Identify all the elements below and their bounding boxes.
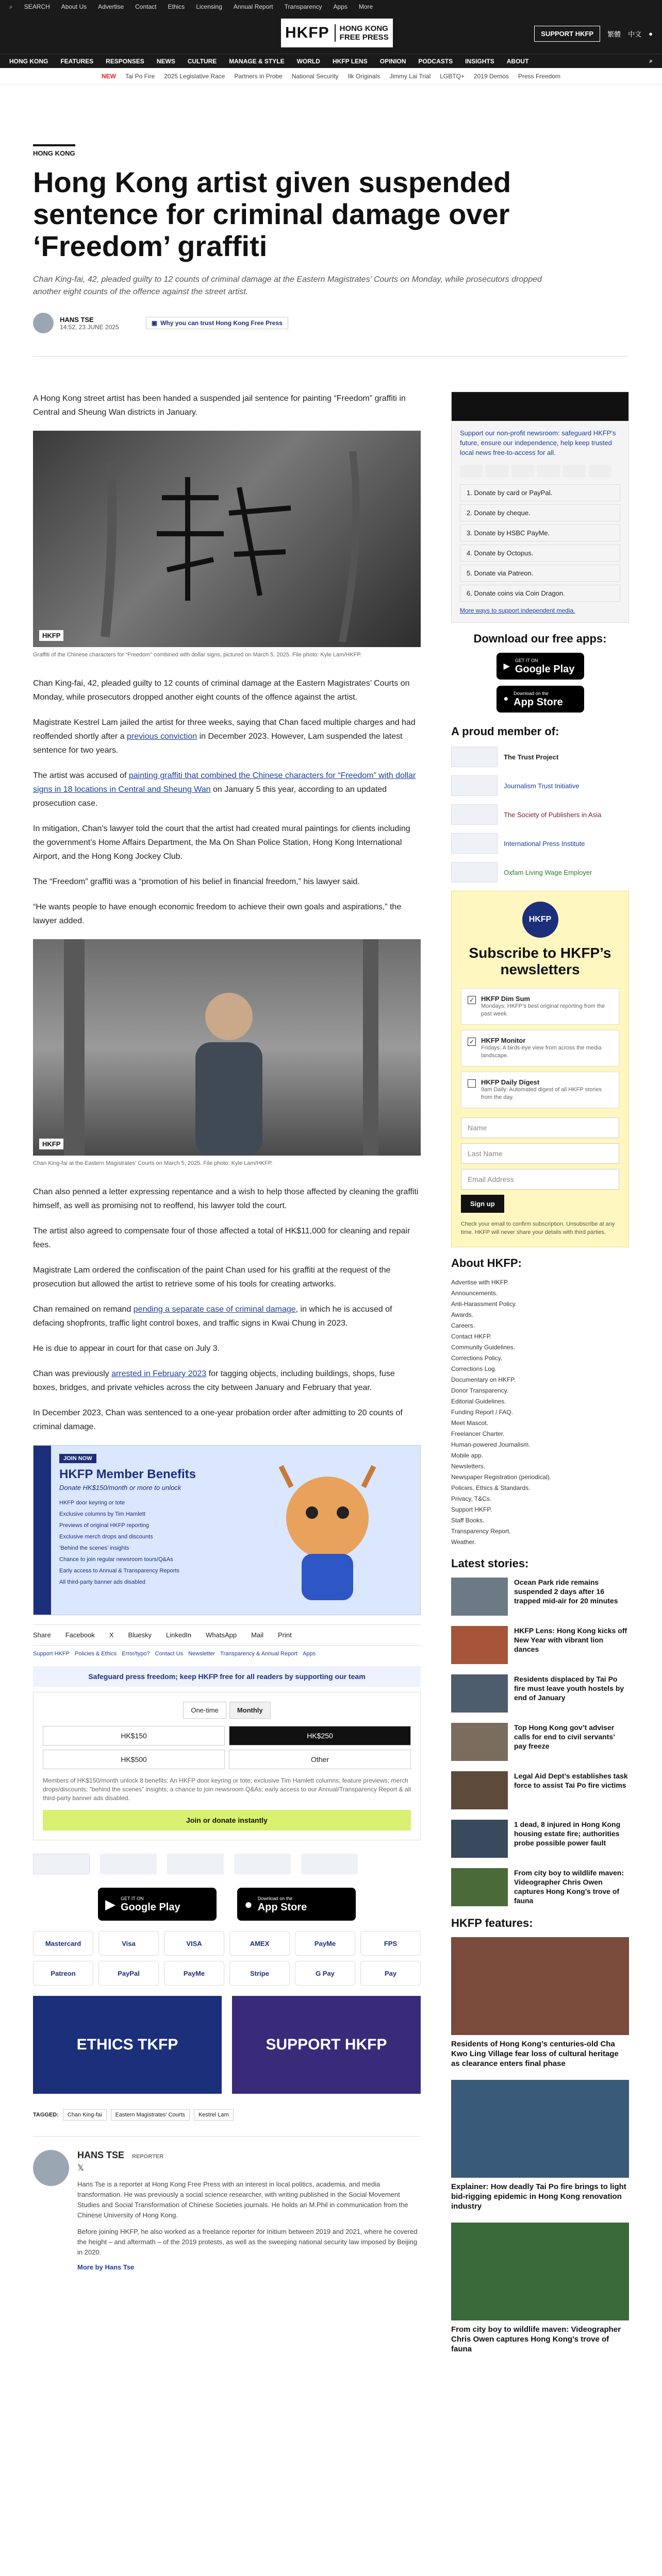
author-role: REPORTER: [132, 2154, 164, 2160]
search-icon[interactable]: ⌕: [9, 3, 13, 10]
member-logo[interactable]: The Society of Publishers in Asia: [451, 804, 629, 825]
utility-link-about[interactable]: About Us: [61, 3, 87, 10]
about-link[interactable]: Documentary on HKFP.: [451, 1376, 516, 1383]
about-link[interactable]: Freelancer Charter.: [451, 1430, 505, 1437]
nav-item-insights[interactable]: INSIGHTS: [465, 57, 494, 65]
masthead: [0, 13, 662, 54]
checkbox-checked[interactable]: ✓: [468, 1038, 476, 1046]
trust-link[interactable]: [146, 317, 288, 329]
more-ways-link[interactable]: More ways to support independent media.: [460, 607, 575, 614]
donate-intro[interactable]: Support our non-profit newsroom: safeguard HKFP’s future, ensure our independence, help keep trusted local news free-to-access for all.: [460, 429, 616, 456]
paragraph: In mitigation, Chan’s lawyer told the court that the artist had created mural paintings for clients including the government’s Home Affairs Department, the Ma On Shan Police Station, Hong Kong International Airport, and the Hong Kong Jockey Club.: [33, 824, 410, 861]
newsletter-fineprint: Check your email to confirm subscription. Unsubscribe at any time. HKFP will never share your details with third parties.: [461, 1221, 615, 1235]
email-input[interactable]: Email Address: [461, 1169, 619, 1190]
sidebar: [451, 392, 629, 2365]
share-bluesky-link[interactable]: Bluesky: [128, 1631, 152, 1639]
trending-item[interactable]: Ilk Originals: [347, 72, 380, 80]
inline-link[interactable]: arrested in February 2023: [111, 1369, 207, 1378]
author-name[interactable]: HANS TSE: [60, 315, 94, 324]
footer-link[interactable]: Apps: [303, 1651, 316, 1657]
oxfam-logo: [301, 1854, 358, 1874]
author-bio: Hans Tse is a reporter at Hong Kong Free Press with an interest in local politics, academia, and media transformation. He was previously a social science researcher, with writing published in the Social Movement Studies and Social Transformation of Chinese Societies journals. He holds an M.Phil in communication from the Chinese University of Hong Kong.: [77, 2180, 408, 2219]
card-icon: [589, 465, 611, 477]
newsletter-option[interactable]: ✓ HKFP Dim Sum Mondays: HKFP’s best original reporting from the past week.: [461, 988, 619, 1025]
utility-link-annual-report[interactable]: Annual Report: [233, 3, 273, 10]
newsletter-box: [451, 891, 629, 1247]
share-linkedin-link[interactable]: LinkedIn: [166, 1631, 192, 1639]
tag-list: [33, 2109, 421, 2121]
share-print-link[interactable]: Print: [277, 1631, 292, 1639]
play-icon: ▶: [105, 1896, 115, 1912]
court-photo: [33, 939, 421, 1156]
user-icon[interactable]: ●: [649, 30, 653, 38]
article-header: [33, 144, 629, 357]
about-list: [451, 1277, 629, 1548]
tab-monthly[interactable]: Monthly: [229, 1702, 271, 1719]
latest-heading: Latest stories:: [451, 1557, 529, 1570]
article-body: [33, 392, 421, 2272]
about-link[interactable]: Awards.: [451, 1311, 474, 1318]
about-link[interactable]: Mobile app.: [451, 1452, 484, 1459]
story-thumbnail: [451, 1626, 508, 1664]
photo-caption: Graffiti of the Chinese characters for “Freedom” combined with dollar signs, pictured on March 5, 2025. File photo: Kyle Lam/HKFP.: [33, 652, 362, 658]
donate-option[interactable]: 1. Donate by card or PayPal.: [460, 484, 620, 501]
nav-item-manage-style[interactable]: MANAGE & STYLE: [229, 57, 285, 65]
latest-story[interactable]: Top Hong Kong gov’t adviser calls for end to civil servants’ pay freeze: [451, 1723, 629, 1761]
donate-box-header: [452, 392, 628, 421]
trending-item[interactable]: Press Freedom: [518, 72, 560, 80]
checkbox-checked[interactable]: ✓: [468, 996, 476, 1004]
newsletter-logo: HKFP: [522, 902, 558, 938]
card-icon: [563, 465, 586, 477]
play-icon: ▶: [503, 662, 510, 671]
sopa-logo: [167, 1854, 224, 1874]
paragraph: The “Freedom” graffiti was a “promotion of his belief in financial freedom,” his lawyer said.: [33, 877, 360, 886]
payment-methods: [33, 1931, 421, 1986]
apple-icon: ●: [244, 1896, 253, 1912]
donate-option[interactable]: 2. Donate by cheque.: [460, 504, 620, 521]
tag-item[interactable]: Kestrel Lam: [194, 2109, 234, 2121]
inline-link[interactable]: previous conviction: [127, 732, 197, 741]
about-link[interactable]: Funding Report / FAQ.: [451, 1409, 514, 1416]
feature-image: [451, 2223, 629, 2320]
google-play-button[interactable]: ▶ GET IT ON Google Play: [98, 1888, 217, 1921]
perk-item: Chance to join regular newsroom tours/Q&As: [59, 1556, 173, 1563]
about-heading: About HKFP:: [451, 1257, 522, 1269]
latest-story[interactable]: Legal Aid Dept’s establishes task force to assist Tai Po fire victims: [451, 1771, 629, 1809]
share-facebook-link[interactable]: Facebook: [65, 1631, 95, 1639]
about-link[interactable]: Support HKFP.: [451, 1506, 492, 1513]
article-title: Hong Kong artist given suspended sentence for criminal damage over ‘Freedom’ graffiti: [33, 166, 511, 262]
card-icon: [511, 465, 534, 477]
utility-link-search[interactable]: SEARCH: [24, 3, 50, 10]
utility-bar: [0, 0, 662, 13]
paragraph: The artist was accused of painting graffiti that combined the Chinese characters for “Freedom” with dollar signs in 18 locations in Central and Sheung Wan on January 5 this year, according to an updated prosecution case.: [33, 771, 416, 808]
member-logo[interactable]: The Trust Project: [451, 747, 629, 767]
about-link[interactable]: Weather.: [451, 1538, 476, 1546]
share-label: Share: [33, 1631, 51, 1639]
checkbox[interactable]: [468, 1079, 476, 1088]
nav-item-responses[interactable]: RESPONSES: [106, 57, 144, 65]
features-heading: HKFP features:: [451, 1917, 533, 1929]
paragraph: Magistrate Kestrel Lam jailed the artist for three weeks, saying that Chan faced multiple charges and had reoffended shortly after a previous conviction in December 2023. However, Lam suspended the latest sentence for two years.: [33, 718, 416, 755]
nav-item-world[interactable]: WORLD: [296, 57, 320, 65]
x-icon[interactable]: 𝕏: [77, 2164, 84, 2173]
perk-item: Previews of original HKFP reporting: [59, 1522, 150, 1529]
join-now-badge: JOIN NOW: [59, 1454, 96, 1463]
logo-text-line-2: FREE PRESS: [339, 33, 389, 42]
apple-icon: ●: [503, 694, 509, 703]
tag-item[interactable]: Eastern Magistrates' Courts: [111, 2109, 190, 2121]
tab-one-time[interactable]: One-time: [183, 1702, 226, 1719]
more-by-author-link[interactable]: More by Hans Tse: [77, 2263, 135, 2271]
footer-link[interactable]: Transparency & Annual Report: [220, 1651, 298, 1657]
trust-label: Why you can trust Hong Kong Free Press: [160, 319, 283, 327]
trust-project-logo: [33, 1854, 90, 1874]
support-hkfp-button[interactable]: SUPPORT HKFP: [534, 26, 600, 42]
about-link[interactable]: Contact HKFP.: [451, 1333, 492, 1340]
trending-item[interactable]: Tai Po Fire: [125, 72, 155, 80]
amount-option[interactable]: HK$500: [43, 1750, 225, 1769]
author-box: [33, 2136, 421, 2272]
footer-link[interactable]: Contact Us: [155, 1651, 184, 1657]
article-standfirst: Chan King-fai, 42, pleaded guilty to 12 counts of criminal damage at the Eastern Magistrates’ Courts on Monday, while prosecutors dropped another eight counts of the offence against the street artist.: [33, 275, 542, 296]
main-nav: [0, 54, 662, 68]
logo-mark: HKFP: [285, 24, 336, 42]
perk-item: ‘Behind the scenes’ insights: [59, 1545, 129, 1551]
payment-patreon: Patreon: [33, 1961, 93, 1986]
latest-story[interactable]: Ocean Park ride remains suspended 2 days after 16 trapped mid-air for 20 minutes: [451, 1578, 629, 1616]
donate-box: [451, 392, 629, 623]
tag-item[interactable]: Chan King-fai: [63, 2109, 107, 2121]
footer-link[interactable]: Newsletter: [188, 1651, 216, 1657]
first-name-input[interactable]: Name: [461, 1117, 619, 1138]
author-name[interactable]: HANS TSE: [77, 2150, 125, 2160]
ethics-ad[interactable]: ETHICS TKFP: [33, 1996, 222, 2094]
member-logo-row: [33, 1854, 421, 1874]
share-mail-link[interactable]: Mail: [251, 1631, 263, 1639]
trending-item[interactable]: Jimmy Lai Trial: [389, 72, 431, 80]
about-link[interactable]: Careers.: [451, 1322, 475, 1329]
amount-option-selected[interactable]: HK$250: [229, 1726, 411, 1745]
payment-stripe: Stripe: [229, 1961, 290, 1986]
about-link[interactable]: Transparency Report.: [451, 1528, 511, 1535]
paragraph: The artist also agreed to compensate four of those affected a total of HK$11,000 for cleaning and repair fees.: [33, 1227, 410, 1249]
share-whatsapp-link[interactable]: WhatsApp: [206, 1631, 237, 1639]
perk-item: Early access to Annual & Transparency Reports: [59, 1568, 179, 1574]
member-logo[interactable]: Journalism Trust Initiative: [451, 775, 629, 796]
story-thumbnail: [451, 1868, 508, 1906]
about-link[interactable]: Advertise with HKFP.: [451, 1279, 509, 1286]
photo-watermark: HKFP: [39, 630, 63, 641]
lang-traditional-link[interactable]: 繁體: [607, 30, 621, 38]
newsletter-option[interactable]: HKFP Daily Digest 9am Daily: Automated digest of all HKFP stories from the day.: [461, 1072, 619, 1108]
nav-item-about[interactable]: ABOUT: [506, 57, 529, 65]
trending-bar: [0, 68, 662, 84]
nav-item-podcasts[interactable]: PODCASTS: [418, 57, 453, 65]
member-logo[interactable]: Oxfam Living Wage Employer: [451, 862, 629, 883]
newsletter-option[interactable]: ✓ HKFP Monitor Fridays: A birds-eye view from across the media landscape.: [461, 1030, 619, 1066]
nav-item-news[interactable]: NEWS: [156, 57, 175, 65]
utility-link-transparency[interactable]: Transparency: [284, 3, 322, 10]
donate-banner[interactable]: Safeguard press freedom; keep HKFP free for all readers by supporting our team: [33, 1666, 421, 1687]
about-link[interactable]: Editorial Guidelines.: [451, 1398, 506, 1405]
about-link[interactable]: Policies, Ethics & Standards.: [451, 1484, 531, 1492]
site-logo[interactable]: [281, 19, 393, 47]
utility-link-licensing[interactable]: Licensing: [196, 3, 222, 10]
footer-link[interactable]: Support HKFP: [33, 1651, 70, 1657]
last-name-input[interactable]: Last Name: [461, 1143, 619, 1164]
perk-item: Exclusive merch drops and discounts: [59, 1534, 153, 1540]
paragraph: Chan remained on remand pending a separate case of criminal damage, in which he is accused of defacing shopfronts, traffic light control boxes, and traffic signs in Kwai Chung in 2023.: [33, 1305, 392, 1328]
feature-image: [451, 2080, 629, 2178]
lang-chinese-link[interactable]: 中文: [628, 30, 642, 38]
utility-link-more[interactable]: More: [358, 3, 373, 10]
search-icon[interactable]: ⌕: [649, 57, 653, 64]
logo-text-line-1: HONG KONG: [339, 24, 388, 33]
trending-item[interactable]: LGBTQ+: [440, 72, 465, 80]
payment-paypal: PayPal: [98, 1961, 159, 1986]
apps-heading: Download our free apps:: [473, 632, 607, 645]
nav-item-culture[interactable]: CULTURE: [187, 57, 217, 65]
footer-link[interactable]: Policies & Ethics: [74, 1651, 117, 1657]
donate-option[interactable]: 4. Donate by Octopus.: [460, 545, 620, 562]
about-link[interactable]: Human-powered Journalism.: [451, 1441, 531, 1448]
card-icon: [537, 465, 560, 477]
paragraph: Chan was previously arrested in February 2023 for tagging objects, including buildings, shops, fuse boxes, bridges, and private vehicles across the city between January and February that year.: [33, 1369, 395, 1392]
utility-link-contact[interactable]: Contact: [135, 3, 157, 10]
about-link[interactable]: Newsletters.: [451, 1463, 486, 1470]
join-donate-button[interactable]: Join or donate instantly: [43, 1810, 411, 1831]
story-thumbnail: [451, 1771, 508, 1809]
side-payment-icons: [460, 465, 620, 477]
trending-item[interactable]: 2025 Legislative Race: [164, 72, 225, 80]
card-icon: [486, 465, 508, 477]
donate-option[interactable]: 3. Donate by HSBC PayMe.: [460, 524, 620, 541]
trust-icon: ▣: [151, 319, 158, 327]
author-avatar[interactable]: [33, 313, 54, 333]
trending-item[interactable]: Partners in Probe: [234, 72, 283, 80]
support-ad[interactable]: SUPPORT HKFP: [232, 1996, 421, 2094]
trending-item[interactable]: National Security: [291, 72, 339, 80]
byline: [33, 313, 629, 333]
ipi-logo: [234, 1854, 291, 1874]
payment-applepay: Pay: [360, 1961, 421, 1986]
paragraph: “He wants people to have enough economic freedom to achieve their own goals and aspirations,” the lawyer added.: [33, 903, 402, 925]
jti-logo: [100, 1854, 157, 1874]
author-avatar[interactable]: [33, 2150, 69, 2186]
member-logo[interactable]: International Press Institute: [451, 833, 629, 854]
person-illustration: [33, 939, 421, 1156]
about-link[interactable]: Corrections Policy.: [451, 1354, 503, 1362]
donate-form: [33, 1692, 421, 1840]
footer-link[interactable]: Error/typo?: [122, 1651, 150, 1657]
feature-story[interactable]: From city boy to wildlife maven: Videographer Chris Owen captures Hong Kong’s trove of fauna: [451, 2223, 629, 2354]
member-benefits-banner[interactable]: [33, 1445, 421, 1615]
feature-image: [451, 1937, 629, 2035]
app-store-button[interactable]: ● Download on the App Store: [496, 686, 584, 713]
payment-fps: FPS: [360, 1931, 421, 1956]
utility-link-advertise[interactable]: Advertise: [98, 3, 124, 10]
payment-amex: AMEX: [229, 1931, 290, 1956]
new-label: NEW: [101, 72, 116, 80]
about-link[interactable]: Staff Books.: [451, 1517, 485, 1524]
about-link[interactable]: Anti-Harassment Policy.: [451, 1300, 517, 1308]
publish-date: 14:52, 23 JUNE 2025: [60, 323, 119, 331]
graffiti-photo: [33, 431, 421, 647]
payment-payme: PayMe: [295, 1931, 355, 1956]
photo-watermark: HKFP: [39, 1139, 63, 1149]
payment-visa: Visa: [98, 1931, 159, 1956]
footer-links: [33, 1651, 421, 1657]
donate-option[interactable]: 5. Donate via Patreon.: [460, 565, 620, 582]
feature-story[interactable]: Residents of Hong Kong’s centuries-old Cha Kwo Ling Village fear loss of cultural heritage as clearance enters final phase: [451, 1937, 629, 2069]
latest-story[interactable]: HKFP Lens: Hong Kong kicks off New Year with vibrant lion dances: [451, 1626, 629, 1664]
promo-title: HKFP Member Benefits: [59, 1467, 196, 1481]
about-link[interactable]: Announcements.: [451, 1290, 498, 1297]
about-link[interactable]: Meet Mascot.: [451, 1419, 489, 1427]
tags-label: TAGGED:: [33, 2112, 59, 2118]
about-link[interactable]: Corrections Log.: [451, 1365, 497, 1372]
ad-row: [33, 1996, 421, 2094]
paragraph: Magistrate Lam ordered the confiscation of the paint Chan used for his graffiti at the request of the prosecution but allowed the artist to retrieve some of his tools for creating artworks.: [33, 1266, 391, 1289]
perk-item: HKFP door keyring or tote: [59, 1500, 125, 1506]
share-x-link[interactable]: X: [109, 1631, 114, 1639]
newsletter-title: Subscribe to HKFP’s newsletters: [469, 945, 611, 977]
story-thumbnail: [451, 1578, 508, 1616]
google-play-button[interactable]: ▶ GET IT ON Google Play: [496, 653, 584, 680]
perk-item: Exclusive columns by Tim Hamlett: [59, 1511, 145, 1517]
story-thumbnail: [451, 1820, 508, 1858]
payment-mastercard: Mastercard: [33, 1931, 93, 1956]
app-store-row: [33, 1888, 421, 1921]
nav-item-hong-kong[interactable]: HONG KONG: [9, 57, 48, 65]
payment-gpay: G Pay: [295, 1961, 355, 1986]
amount-option[interactable]: HK$150: [43, 1726, 225, 1745]
about-link[interactable]: Privacy, T&Cs.: [451, 1495, 492, 1502]
utility-link-ethics[interactable]: Ethics: [168, 3, 185, 10]
nav-item-hkfp-lens[interactable]: HKFP LENS: [332, 57, 368, 65]
trending-item[interactable]: 2019 Demos: [473, 72, 509, 80]
donate-note: Members of HK$150/month unlock 8 benefits: An HKFP door keyring or tote; exclusive Tim Hamlett columns; feature previews; merch drops/discounts; “behind the scenes” insights; a chance to join newsroom Q&As; early access to our Annual/Transparency Report & all third-party banner ads disabled.: [43, 1777, 411, 1802]
paragraph: Chan King-fai, 42, pleaded guilty to 12 counts of criminal damage at the Eastern Magistrates’ Courts on Monday, while prosecutors dropped another eight counts of the offence against the artist.: [33, 679, 410, 702]
story-thumbnail: [451, 1723, 508, 1761]
feature-story[interactable]: Explainer: How deadly Tai Po fire brings to light bid-rigging epidemic in Hong Kong renovation industry: [451, 2080, 629, 2211]
about-link[interactable]: Newspaper Registration (periodical).: [451, 1473, 552, 1481]
graffiti-illustration: [33, 431, 421, 647]
latest-story[interactable]: From city boy to wildlife maven: Videographer Chris Owen captures Hong Kong’s trove of fauna: [451, 1868, 629, 1906]
inline-link[interactable]: painting graffiti that combined the Chinese characters for “Freedom” with dollar signs in 18 locations in Central and Sheung Wan: [33, 771, 416, 794]
perk-item: All third-party banner ads disabled: [59, 1579, 145, 1585]
about-link[interactable]: Donor Transparency.: [451, 1387, 509, 1394]
story-thumbnail: [451, 1674, 508, 1713]
latest-story[interactable]: Residents displaced by Tai Po fire must leave youth hostels by end of January: [451, 1674, 629, 1713]
category-kicker[interactable]: HONG KONG: [33, 144, 75, 157]
card-icon: [460, 465, 483, 477]
nav-item-features[interactable]: FEATURES: [60, 57, 94, 65]
utility-link-apps[interactable]: Apps: [333, 3, 347, 10]
latest-story[interactable]: 1 dead, 8 injured in Hong Kong housing estate fire; authorities probe possible power fault: [451, 1820, 629, 1858]
payment-payme-alt: PayMe: [164, 1961, 224, 1986]
signup-button[interactable]: Sign up: [461, 1195, 504, 1213]
about-link[interactable]: Community Guidelines.: [451, 1344, 516, 1351]
inline-link[interactable]: pending a separate case of criminal damage: [133, 1305, 296, 1314]
donate-option[interactable]: 6. Donate coins via Coin Dragon.: [460, 585, 620, 602]
app-store-button[interactable]: ● Download on the App Store: [237, 1888, 356, 1921]
promo-subtitle: Donate HK$150/month or more to unlock: [59, 1484, 181, 1492]
nav-item-opinion[interactable]: OPINION: [379, 57, 406, 65]
author-bio-2: Before joining HKFP, he also worked as a freelance reporter for Initium between 2019 and 2021, where he covered the height – and aftermath – of the 2019 protests, as well as the sweeping national security law imposed by Beijing in 2020.: [77, 2228, 418, 2256]
mascot-illustration: [250, 1456, 405, 1611]
share-bar: [33, 1624, 421, 1646]
paragraph: Chan also penned a letter expressing repentance and a wish to help those affected by cleaning the graffiti himself, as well as promising not to reoffend, his lawyer told the court.: [33, 1188, 419, 1210]
amount-option-other[interactable]: Other: [229, 1750, 411, 1769]
paragraph: In December 2023, Chan was sentenced to a one-year probation order after admitting to 20 counts of criminal damage.: [33, 1409, 403, 1431]
payment-visa-alt: VISA: [164, 1931, 224, 1956]
paragraph: He is due to appear in court for that case on July 3.: [33, 1344, 220, 1353]
paragraph: A Hong Kong street artist has been handed a suspended jail sentence for painting “Freedom” graffiti in Central and Sheung Wan districts in January.: [33, 394, 406, 417]
member-heading: A proud member of:: [451, 725, 559, 738]
photo-caption: Chan King-fai at the Eastern Magistrates’ Courts on March 5, 2025. File photo: Kyle Lam/HKFP.: [33, 1160, 273, 1166]
header-divider: [33, 356, 629, 357]
